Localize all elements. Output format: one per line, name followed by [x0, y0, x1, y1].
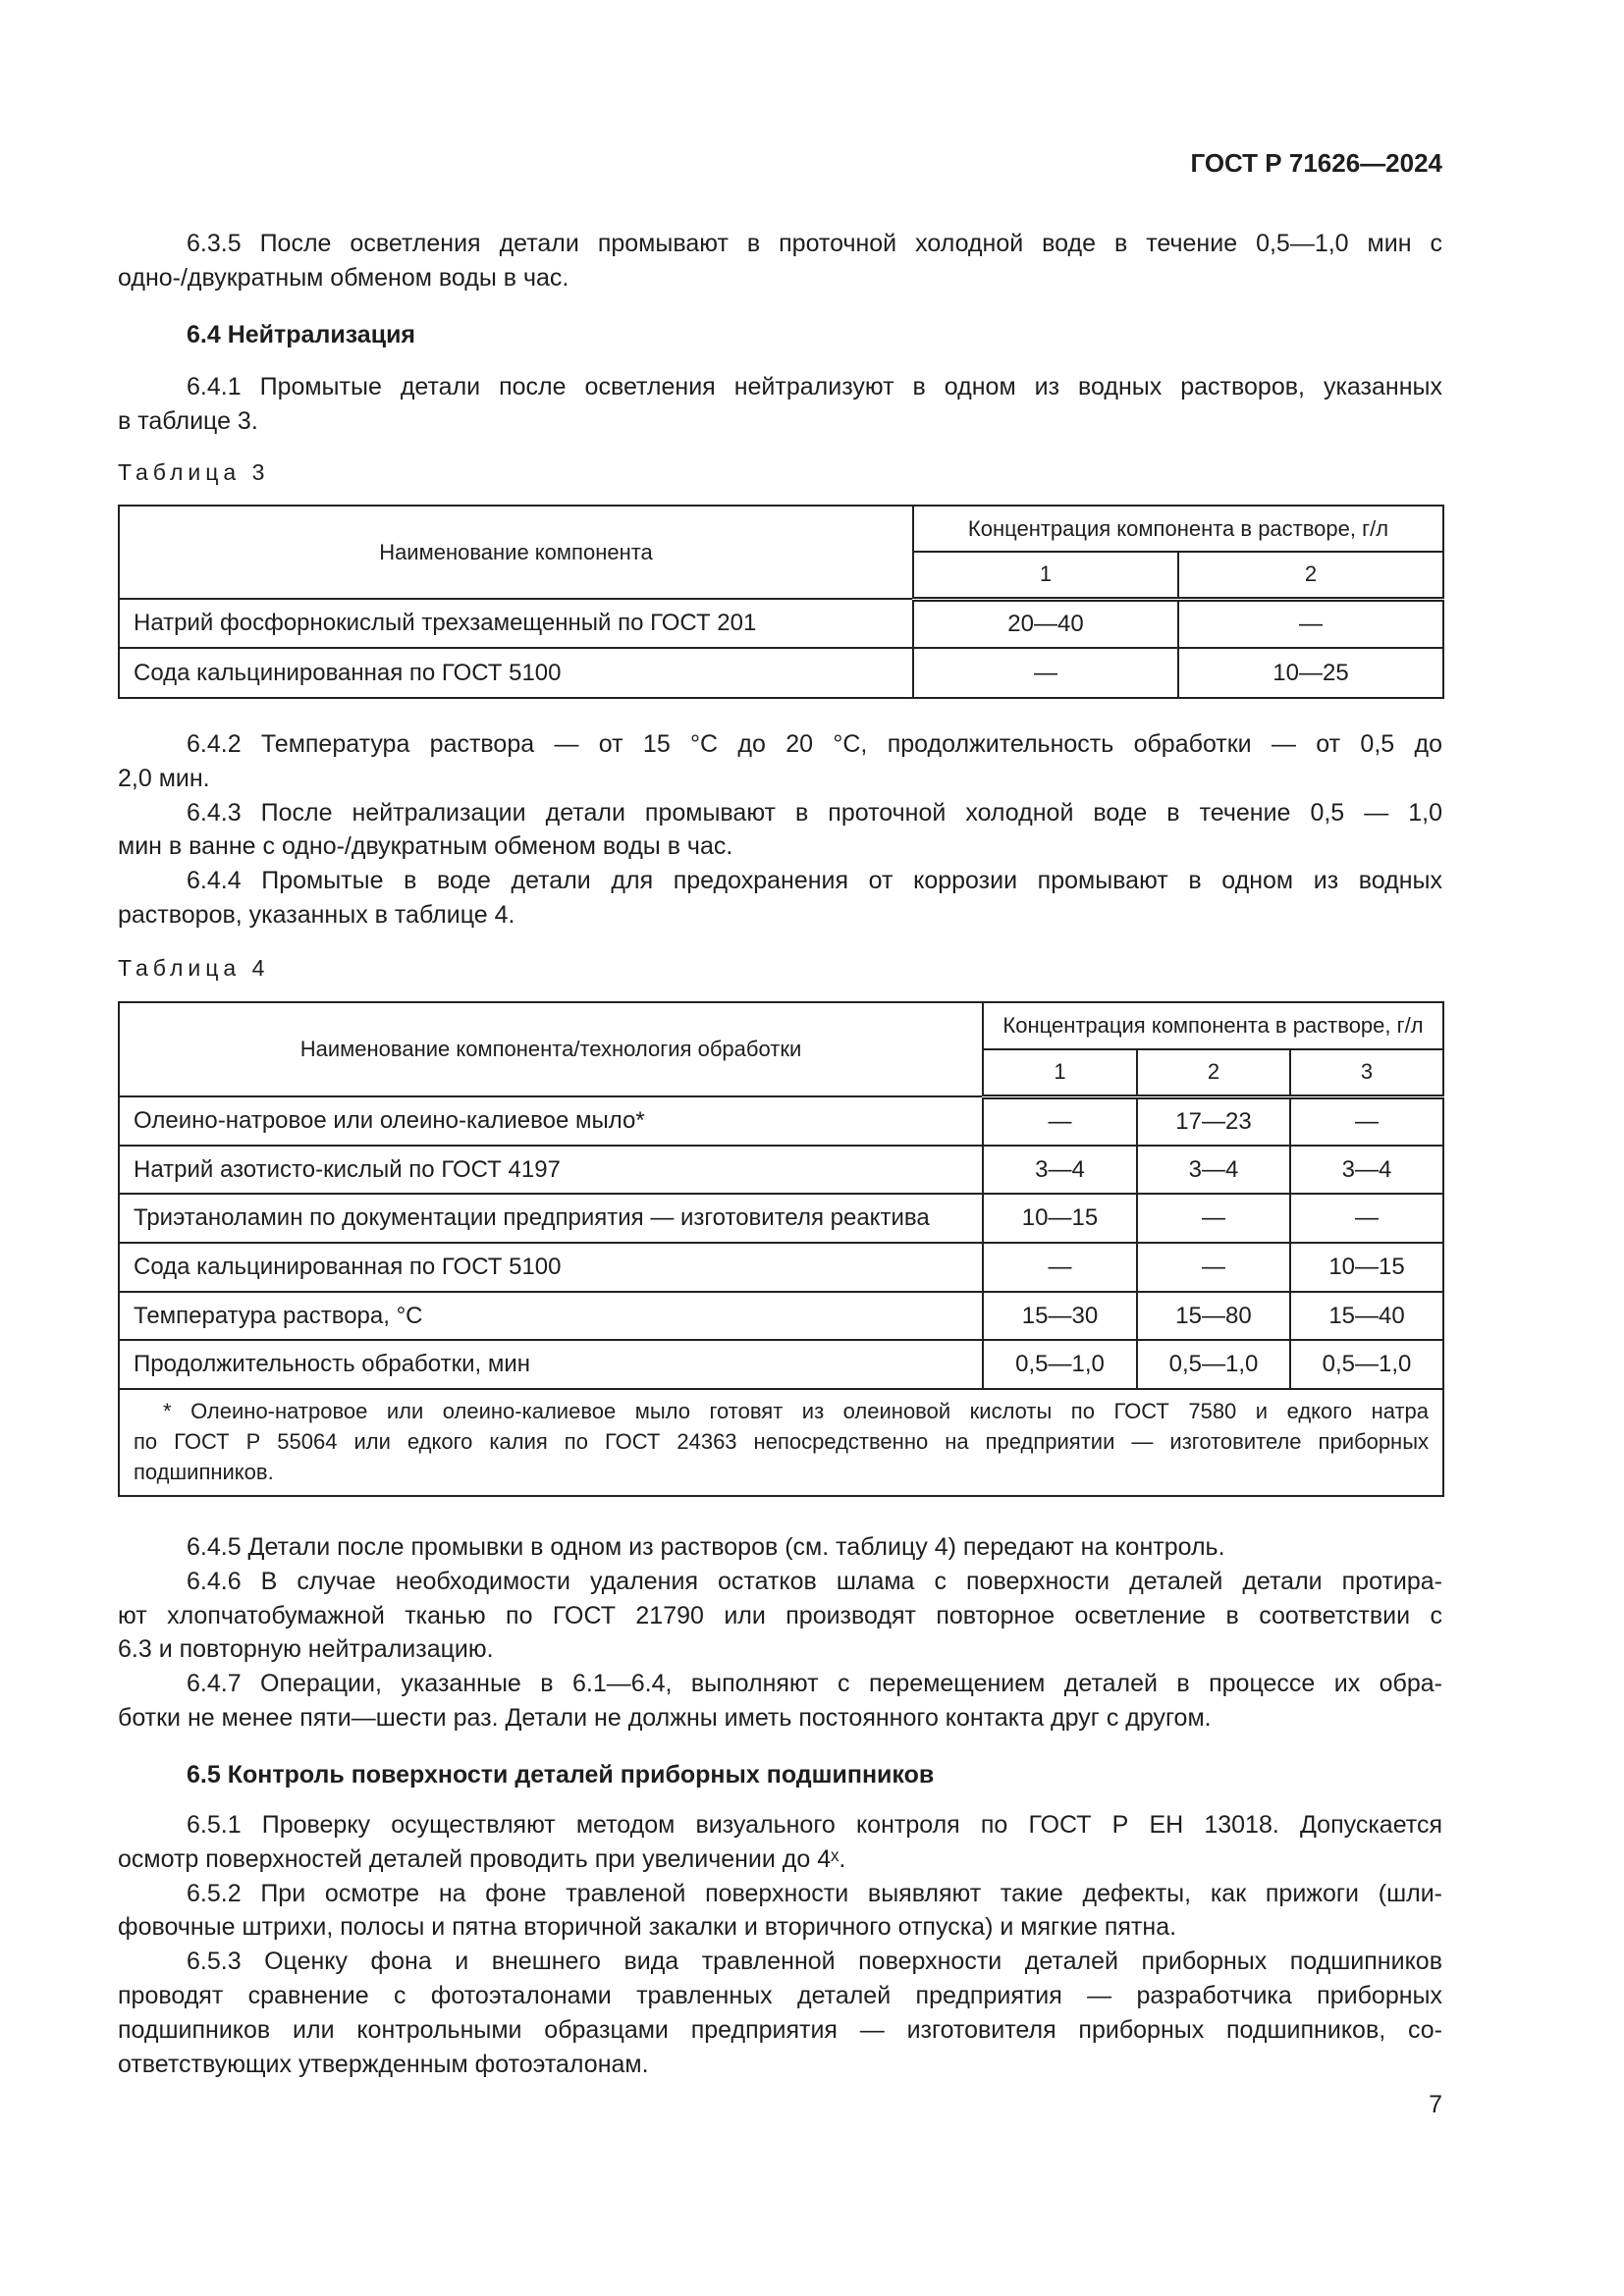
footnote-line: * Олеино-натровое или олеино-калиевое мыло готовят из олеиновой кислоты по ГОСТ 7580 и едкого натра	[163, 1399, 1430, 1423]
table-3-label: Таблица 3	[118, 459, 270, 485]
text-line: 6.5.3 Оценку фона и внешнего вида травленной поверхности деталей приборных подшипников	[187, 1948, 1442, 1976]
cell-name: Сода кальцинированная по ГОСТ 5100	[119, 1243, 983, 1292]
text-line: ботки не менее пяти—шести раз. Детали не должны иметь постоянного контакта друг с другом.	[118, 1703, 1212, 1732]
text-line: мин в ванне с одно-/двукратным обменом воды в час.	[118, 832, 733, 861]
footnote-line: по ГОСТ Р 55064 или едкого калия по ГОСТ 24363 непосредственно на предприятии — изготовителе приборных	[134, 1429, 1430, 1454]
text-line: ют хлопчатобумажной тканью по ГОСТ 21790 или производят повторное осветление в соответствии с	[118, 1601, 1442, 1629]
cell-value: —	[983, 1096, 1137, 1146]
text-line: 6.4.1 Промытые детали после осветления нейтрализуют в одном из водных растворов, указанных	[187, 373, 1442, 400]
cell-value: —	[1178, 599, 1443, 648]
text-line: растворов, указанных в таблице 4.	[118, 900, 515, 929]
subcolumn-header: 1	[913, 552, 1178, 599]
cell-value: 3—4	[983, 1146, 1137, 1194]
text-line: 6.4.4 Промытые в воде детали для предохранения от коррозии промывают в одном из водных	[187, 867, 1442, 895]
text-line: 6.3 и повторную нейтрализацию.	[118, 1635, 494, 1664]
cell-value: 0,5—1,0	[1137, 1340, 1290, 1389]
document-header: ГОСТ Р 71626—2024	[1190, 148, 1442, 178]
table-footnote-row	[119, 1389, 1443, 1496]
table-row	[119, 648, 1443, 698]
text-line: 6.3.5 После осветления детали промывают в проточной холодной воде в течение 0,5—1,0 мин с	[187, 230, 1442, 257]
cell-value: 15—40	[1290, 1292, 1443, 1340]
cell-value: —	[1137, 1243, 1290, 1292]
subcolumn-header: 3	[1290, 1049, 1443, 1096]
column-header-name: Наименование компонента/технология обработки	[119, 1002, 983, 1096]
text-line: одно-/двукратным обменом воды в час.	[118, 263, 569, 292]
text-line: 6.5.1 Проверку осуществляют методом визуального контроля по ГОСТ Р ЕН 13018. Допускается	[187, 1811, 1442, 1839]
paragraphs-6-4-5-to-6-4-7	[118, 1530, 1442, 1735]
table-4	[118, 1001, 1444, 1497]
text-line: 2,0 мин.	[118, 764, 210, 792]
cell-value: 3—4	[1290, 1146, 1443, 1194]
text-line: фовочные штрихи, полосы и пятна вторичной закалки и вторичного отпуска) и мягкие пятна.	[118, 1913, 1177, 1942]
text-line: 6.4.3 После нейтрализации детали промывают в проточной холодной воде в течение 0,5 — 1,0	[187, 798, 1442, 827]
table-row	[119, 1243, 1443, 1292]
cell-value: 10—15	[1290, 1243, 1443, 1292]
cell-name: Натрий фосфорнокислый трехзамещенный по ГОСТ 201	[119, 599, 913, 648]
section-heading-6-4: 6.4 Нейтрализация	[187, 321, 416, 348]
cell-value: 10—15	[983, 1194, 1137, 1243]
column-header-name: Наименование компонента	[119, 506, 913, 599]
cell-name: Продолжительность обработки, мин	[119, 1340, 983, 1389]
column-header-concentration: Концентрация компонента в растворе, г/л	[913, 506, 1443, 552]
cell-name: Температура раствора, °С	[119, 1292, 983, 1340]
table-row	[119, 1096, 1443, 1146]
cell-value: 0,5—1,0	[983, 1340, 1137, 1389]
page-number: 7	[1429, 2091, 1442, 2118]
subcolumn-header: 1	[983, 1049, 1137, 1096]
table-3	[118, 505, 1444, 699]
table-row	[119, 1194, 1443, 1243]
text-line: 6.4.5 Детали после промывки в одном из растворов (см. таблицу 4) передают на контроль.	[187, 1533, 1225, 1561]
table-row	[119, 599, 1443, 648]
cell-value: 15—80	[1137, 1292, 1290, 1340]
paragraph-6-3-5	[118, 227, 1442, 295]
text-line: проводят сравнение с фотоэталонами травленных деталей предприятия — разработчика приборных	[118, 1981, 1442, 2009]
cell-value: 15—30	[983, 1292, 1137, 1340]
cell-value: —	[983, 1243, 1137, 1292]
cell-value: 3—4	[1137, 1146, 1290, 1194]
cell-value: —	[1137, 1194, 1290, 1243]
table-4-label: Таблица 4	[118, 955, 270, 981]
cell-value: —	[1290, 1096, 1443, 1146]
cell-name: Триэтаноламин по документации предприятия — изготовителя реактива	[119, 1194, 983, 1243]
paragraph-6-4-1	[118, 370, 1442, 439]
cell-value: 10—25	[1178, 648, 1443, 698]
table-footnote	[119, 1389, 1443, 1496]
text-line: 6.4.7 Операции, указанные в 6.1—6.4, выполняют с перемещением деталей в процессе их обра-	[187, 1670, 1442, 1698]
subcolumn-header: 2	[1137, 1049, 1290, 1096]
cell-name: Сода кальцинированная по ГОСТ 5100	[119, 648, 913, 698]
cell-value: 20—40	[913, 599, 1178, 648]
text-line: 6.4.6 В случае необходимости удаления остатков шлама с поверхности деталей детали протира-	[187, 1567, 1442, 1595]
cell-value: 0,5—1,0	[1290, 1340, 1443, 1389]
footnote-line: подшипников.	[134, 1460, 274, 1484]
cell-value: —	[1290, 1194, 1443, 1243]
cell-value: 17—23	[1137, 1096, 1290, 1146]
cell-name: Олеино-натровое или олеино-калиевое мыло*	[119, 1096, 983, 1146]
cell-name: Натрий азотисто-кислый по ГОСТ 4197	[119, 1146, 983, 1194]
column-header-concentration: Концентрация компонента в растворе, г/л	[983, 1002, 1443, 1049]
text-line: в таблице 3.	[118, 406, 258, 435]
cell-value: —	[913, 648, 1178, 698]
paragraphs-6-4-2-to-6-4-4	[118, 727, 1442, 933]
section-heading-6-5: 6.5 Контроль поверхности деталей приборных подшипников	[187, 1761, 935, 1789]
text-line: ответствующих утвержденным фотоэталонам.	[118, 2050, 649, 2078]
text-line: подшипников или контрольными образцами предприятия — изготовителя приборных подшипников, со-	[118, 2015, 1442, 2044]
text-line: осмотр поверхностей деталей проводить при увеличении до 4ˣ.	[118, 1844, 846, 1873]
paragraphs-6-5-1-to-6-5-3	[118, 1808, 1442, 2081]
subcolumn-header: 2	[1178, 552, 1443, 599]
text-line: 6.4.2 Температура раствора — от 15 °С до 20 °С, продолжительность обработки — от 0,5 до	[187, 730, 1442, 758]
table-row	[119, 1292, 1443, 1340]
text-line: 6.5.2 При осмотре на фоне травленой поверхности выявляют такие дефекты, как прижоги (шли-	[187, 1879, 1442, 1907]
table-row	[119, 1146, 1443, 1194]
table-row	[119, 1340, 1443, 1389]
